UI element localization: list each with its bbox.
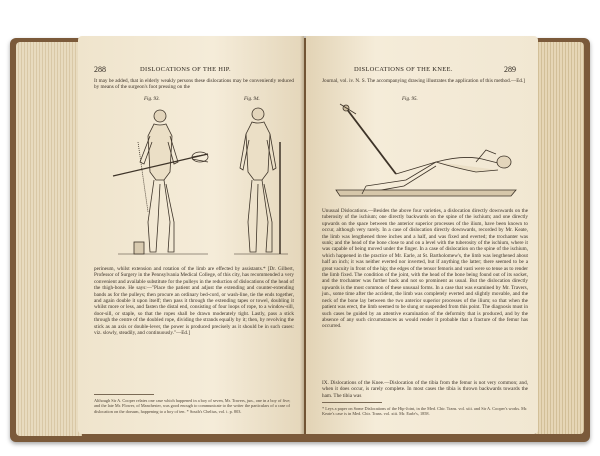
figure-93-illustration [108,102,218,262]
figure-94-label: Fig. 94. [244,97,260,102]
open-book [10,28,590,444]
left-footnotes: Although Sir A. Cooper relates one case which happened in a boy of seven, Mr. Travers, jun., one in a boy of five; and the late Mr. Flower, of Manchester, was good enough to communicate to the writer the particulars of a case of dislocation on the dorsum, happening to a boy of ten. * South's Chelius, vol. i. p. 803. [94,398,291,414]
left-page [78,36,304,434]
figure-93-label: Fig. 93. [144,97,160,102]
left-page-header: DISLOCATIONS OF THE HIP. [140,66,231,73]
left-top-text: It may be added, that in elderly weakly persons these dislocations may be conveniently reduced by means of the surgeon's foot pressing on the [94,78,294,91]
right-top-text: Journal, vol. iv. N. S. The accompanying drawing illustrates the application of this method.—Ed.] [322,78,525,84]
figure-94-illustration [224,102,294,262]
right-page-number: 289 [504,65,516,74]
right-body-text: Unusual Dislocations.—Besides the above four varieties, a dislocation directly downwards on the tuberosity of the ischium; one directly backwards on the spine of the ischium; and one directly upwards on the space between the anterior superior processes of the ilium, have been known to occur, although very rarely. In a case of dislocation directly downwards, recorded by Mr. Keate, the limb was lengthened three inches and a half, and was fixed and everted; the trochanter was sunk; and the head of the bone close to and on a level with the tuberosity of the ischium, where it was capable of being moved under the finger. In a case of dislocation on the spine of the ischium, which happened in the practice of Mr. Earle, at St. Bartholomew's, the limb was lengthened about half an inch; it was neither everted nor inverted, but if anything the latter; there seemed to be a great vacuity in front of the hip; the edges of the tensor femoris and vasti were so tense as to render the limb fixed. The condition of the joint, with the head of the bone being found out of its socket, and the trochanter was further back and not so prominent as usual. But the dislocation directly upwards is the most common of these unusual forms. In a case that was examined by Mr. Travers, jun., some time after the accident, the limb was completely everted and slightly movable, and the neck of the bone lay between the two anterior superior processes of the ilium; so that when the patient was erect, the limb seemed to be slung or suspended from this point. The diagnosis must in such cases be guided by an attentive examination of the deformity that is produced, and by the absence of any such circumstances as would render it probable that a fracture of the femur has occurred. [322,208,528,330]
page-edges-right [536,42,584,434]
page-edges-left [16,42,82,436]
right-section-text: IX. Dislocations of the Knee.—Dislocation of the tibia from the femur is not very common; and, when it does occur, is rarely complete. In most cases the tibia is thrown backwards towards the ham. The tibia was [322,380,528,399]
right-page [306,36,538,434]
figure-95-label: Fig. 95. [402,97,418,102]
right-footnotes: * Leys a paper on Some Dislocations of the Hip-Joint, in the Med. Chir. Trans. vol. xiii. and Sir A. Cooper's works. Mr. Keate's case is in Med. Chir. Trans. vol. xiii. Mr. Earle's, 1858. [322,406,528,417]
left-footnote-rule [94,394,154,395]
left-page-number: 288 [94,65,106,74]
right-footnote-rule [322,402,382,403]
figure-95-illustration [326,102,526,202]
right-page-header: DISLOCATIONS OF THE KNEE. [354,66,453,73]
left-body-text: perineum, whilst extension and rotation of the limb are effected by assistants.* [Dr. Gilbert, Professor of Surgery in the Pennsylvania Medical College, of this city, has recommended a very convenient and available substitute for the pulleys in the reduction of dislocations of the head of the thigh-bone. He says:—"Place the patient and adjust the extending and counter-extending bands as for the pulleys; then procure an ordinary bed-cord, or wash-line, tie the ends together, and again double it upon itself; then pass it through the extending tapes or towel, doubling it whilst more or less, and fasten the distal end, consisting of four loops of rope, to a window-sill, door-sill, or staple, so that the ropes shall be drawn moderately tight. Lastly, pass a stick through the centre of the doubled rope, dividing the strands equally by it; then, by revolving the stick as an axis or double-lever, the power is produced precisely as it should be in such cases: viz. slowly, steadily, and continuously."—Ed.] [94,266,294,337]
